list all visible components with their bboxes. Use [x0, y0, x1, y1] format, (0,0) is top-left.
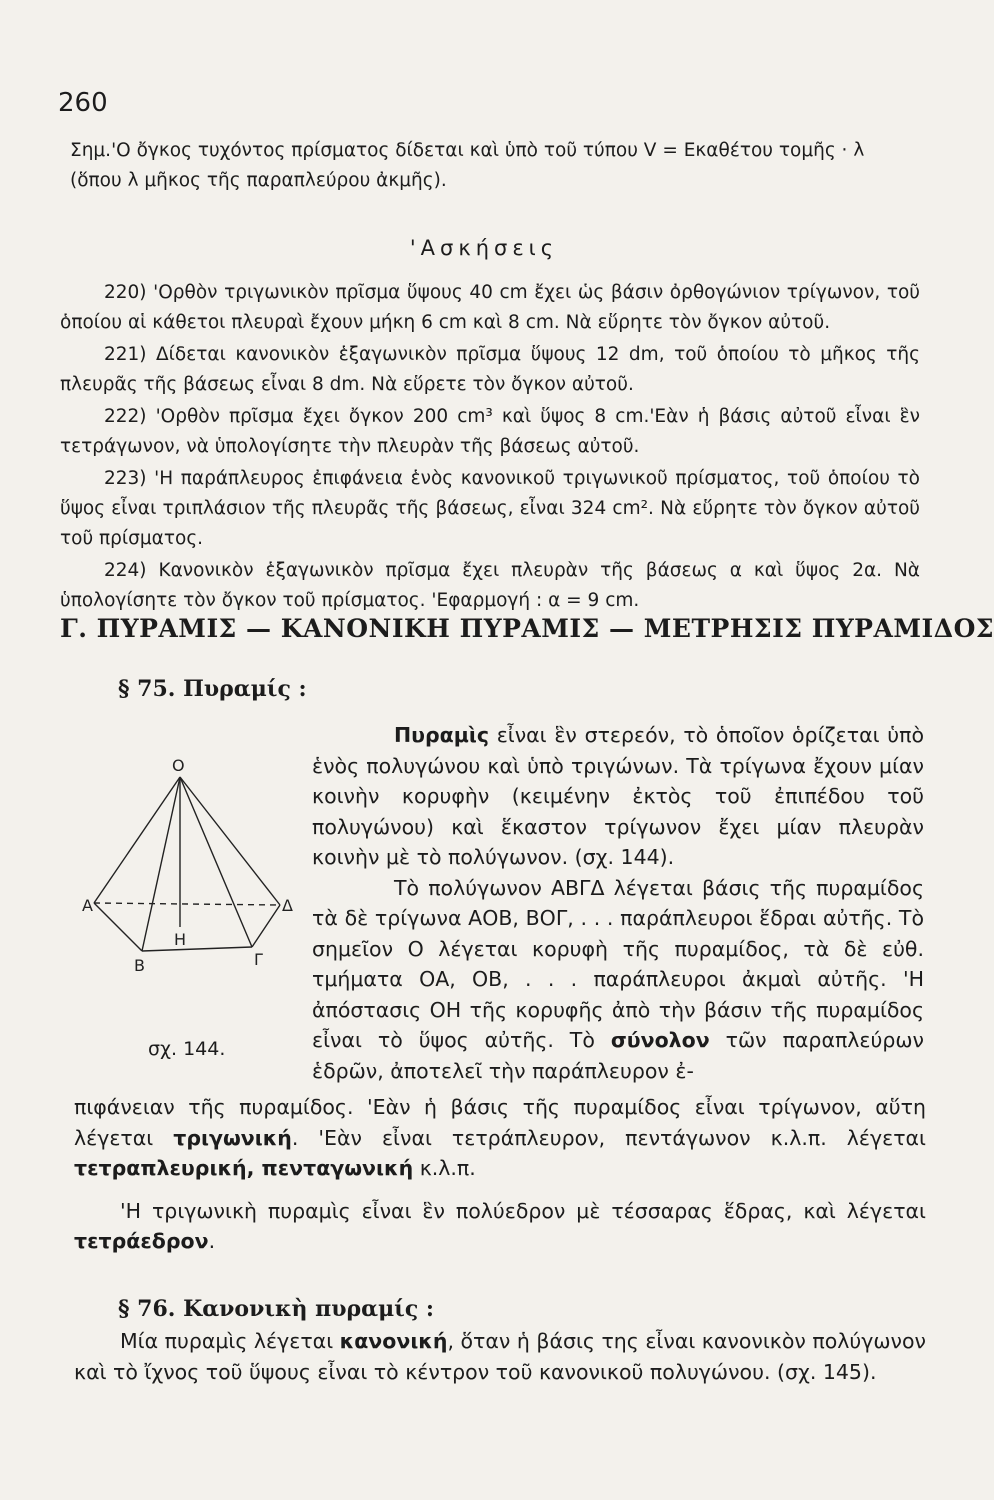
section-76-heading: § 76. Κανονικὴ πυραμίς : [118, 1296, 434, 1322]
term-total: σύνολον [610, 1028, 710, 1052]
edge-od [180, 777, 280, 905]
regular-pyramid-paragraph: Μία πυραμὶς λέγεται κανονική, ὅταν ἡ βάσις της εἶναι κανονικὸν πολύγωνον καὶ τὸ ἴχνος τοῦ ὕψους εἶναι τὸ κέντρον τοῦ κανονικοῦ πολυγώνου. (σχ. 145). [74, 1329, 926, 1384]
label-b: Β [134, 956, 145, 975]
term-tetrahedron: τετράεδρον [74, 1229, 209, 1253]
edge-ob [142, 777, 180, 951]
label-a: Α [82, 896, 93, 915]
label-g: Γ [254, 950, 263, 969]
exercises-title: 'Ασκήσεις [409, 236, 559, 260]
exercise-220: 220) 'Ορθὸν τριγωνικὸν πρῖσμα ὕψους 40 cm ἔχει ὡς βάσιν ὀρθογώνιον τρίγωνον, τοῦ ὁποίου αἱ κάθετοι πλευραὶ ἔχουν μήκη 6 cm καὶ 8 cm. Νὰ εὕρητε τὸν ὄγκον αὐτοῦ. [60, 282, 920, 333]
tetrahedron-paragraph: 'Η τριγωνικὴ πυραμὶς εἶναι ἓν πολύεδρον μὲ τέσσαρας ἕδρας, καὶ λέγεται τετράεδρον. [74, 1198, 926, 1253]
surface-paragraph: πιφάνειαν τῆς πυραμίδος. 'Εὰν ἡ βάσις τῆς πυραμίδος εἶναι τρίγωνον, αὕτη λέγεται τριγωνική. 'Εὰν εἶναι τετράπλευρον, πεντάγωνον κ.λ.π. λέγεται τετραπλευρική, πενταγωνική κ.λ.π. [74, 1095, 926, 1180]
label-h: Η [174, 930, 187, 949]
exercise-222: 222) 'Ορθὸν πρῖσμα ἔχει ὄγκον 200 cm³ καὶ ὕψος 8 cm.'Εὰν ἡ βάσις αὐτοῦ εἶναι ἓν τετράγωνον, νὰ ὑπολογίσητε τὴν πλευρὰν τῆς βάσεως αὐτοῦ. [60, 406, 920, 457]
exercises-list [60, 278, 920, 618]
edge-oa [94, 777, 180, 903]
note-paragraph: Σημ.'Ο ὄγκος τυχόντος πρίσματος δίδεται καὶ ὑπὸ τοῦ τύπου V = Εκαθέτου τομῆς · λ (ὅπου λ μῆκος τῆς παραπλεύρου ἀκμῆς). [70, 140, 865, 191]
definition-paragraph: Πυραμὶς εἶναι ἓν στερεόν, τὸ ὁποῖον ὁρίζεται ὑπὸ ἑνὸς πολυγώνου καὶ ὑπὸ τριγώνων. Τὰ τρίγωνα ἔχουν μίαν κοινὴν κορυφὴν (κειμένην ἐκτὸς τοῦ ἐπιπέδου τοῦ πολυγώνου) καὶ ἕκαστον τρίγωνον ἔχει μίαν πλευρὰν κοινὴν μὲ τὸ πολύγωνον. (σχ. 144). [312, 723, 924, 869]
exercise-223: 223) 'Η παράπλευρος ἐπιφάνεια ἑνὸς κανονικοῦ τριγωνικοῦ πρίσματος, τοῦ ὁποίου τὸ ὕψος εἶναι τριπλάσιον τῆς πλευρᾶς τῆς βάσεως, εἶναι 324 cm². Νὰ εὕρητε τὸν ὄγκον αὐτοῦ τοῦ πρίσματος. [60, 468, 920, 549]
term-triangular: τριγωνική [173, 1125, 292, 1150]
section-75-text [312, 720, 924, 1086]
elements-paragraph: Τὸ πολύγωνον ΑΒΓΔ λέγεται βάσις τῆς πυραμίδος τὰ δὲ τρίγωνα ΑΟΒ, ΒΟΓ, . . . παράπλευροι ἕδραι αὐτῆς. Τὸ σημεῖον Ο λέγεται κορυφὴ τῆς πυραμίδος, τὰ δὲ εὐθ. τμήματα ΟΑ, ΟΒ, . . . παράπλευροι ἀκμαὶ αὐτῆς. 'Η ἀπόστασις ΟΗ τῆς κορυφῆς ἀπὸ τὴν βάσιν τῆς πυραμίδος εἶναι τὸ ὕψος αὐτῆς. Τὸ σύνολον τῶν παραπλεύρων ἑδρῶν, ἀποτελεῖ τὴν παράπλευρον ἐ- [312, 875, 925, 1083]
base-ad-hidden [94, 903, 280, 905]
term-quadrilateral: τετραπλευρική, πενταγωνική [74, 1156, 414, 1180]
base-bg [142, 947, 252, 951]
term-pyramid: Πυραμὶς [394, 723, 489, 747]
exercise-224: 224) Κανονικὸν ἑξαγωνικὸν πρῖσμα ἔχει πλευρὰν τῆς βάσεως α καὶ ὕψος 2α. Νὰ ὑπολογίσητε τὸν ὄγκον τοῦ πρίσματος. 'Εφαρμογή : α = 9 cm. [60, 560, 920, 611]
label-o: O [172, 756, 185, 775]
edge-og [180, 777, 252, 947]
section-75-continuation [74, 1092, 926, 1257]
base-gd [252, 905, 280, 947]
section-75-heading: § 75. Πυραμίς : [118, 676, 307, 702]
pyramid-figure [84, 755, 304, 990]
figure-caption: σχ. 144. [148, 1038, 226, 1060]
exercise-221: 221) Δίδεται κανονικὸν ἑξαγωνικὸν πρῖσμα ὕψους 12 dm, τοῦ ὁποίου τὸ μῆκος τῆς πλευρᾶς τῆς βάσεως εἶναι 8 dm. Νὰ εὕρετε τὸν ὄγκον αὐτοῦ. [60, 344, 920, 395]
section-title: Γ. ΠΥΡΑΜΙΣ — ΚΑΝΟΝΙΚΗ ΠΥΡΑΜΙΣ — ΜΕΤΡΗΣΙΣ ΠΥΡΑΜΙΔΟΣ [60, 614, 994, 643]
section-76-text [74, 1326, 926, 1387]
label-d: Δ [282, 896, 293, 915]
page-number: 260 [58, 88, 108, 118]
base-ab [94, 903, 142, 951]
term-regular: κανονική [339, 1329, 448, 1353]
